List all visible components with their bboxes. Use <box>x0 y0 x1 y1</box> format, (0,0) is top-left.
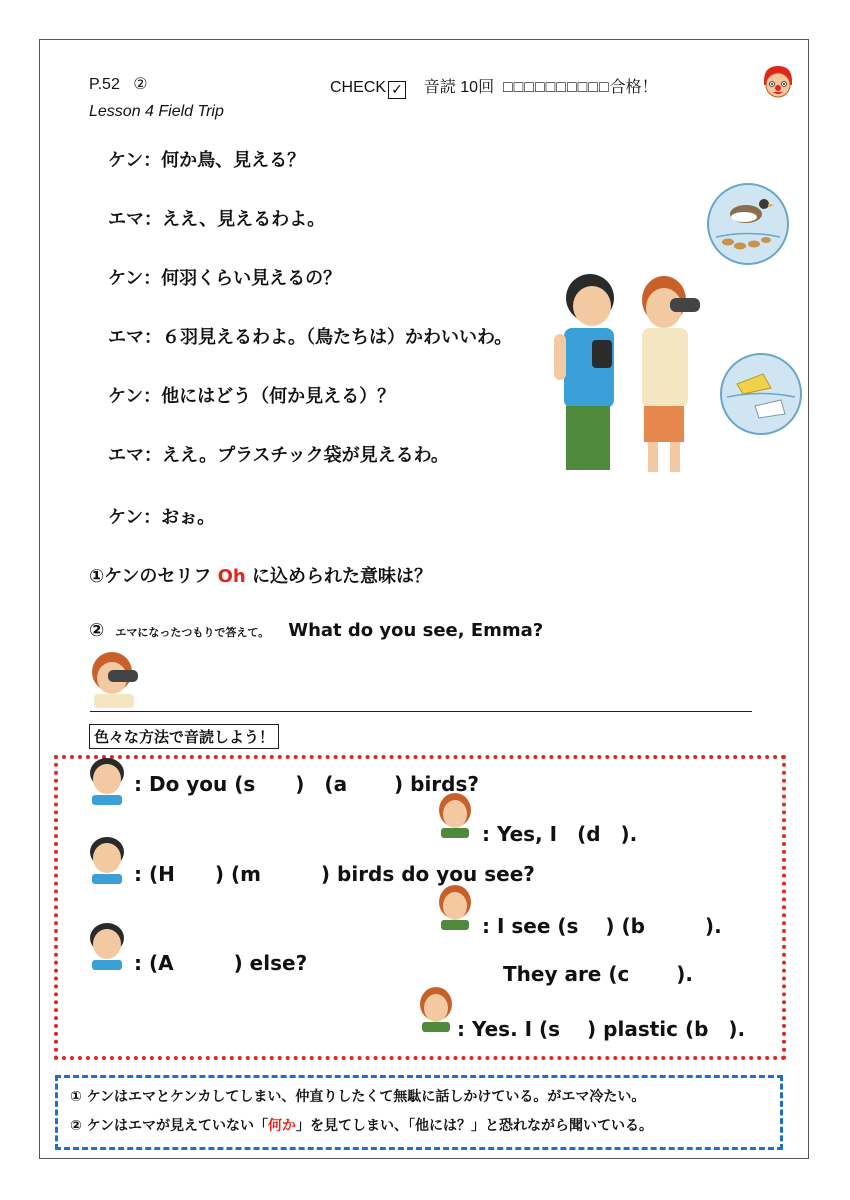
emma-face-icon <box>435 884 475 930</box>
dialogue-line-6: エマ：ええ。プラスチック袋が見えるわ。 <box>108 445 449 466</box>
checkbox-checked[interactable]: ✓ <box>388 81 406 99</box>
ken-and-emma-illustration <box>552 272 720 474</box>
question-1: ①ケンのセリフ Oh に込められた意味は？ <box>89 566 432 587</box>
answer-line[interactable] <box>90 711 752 712</box>
practice-ken-2: : (H ) (m ) birds do you see? <box>134 862 535 886</box>
ken-face-icon <box>86 757 128 805</box>
dialogue-line-1: ケン：何か鳥、見える？ <box>108 150 306 171</box>
dialogue-line-5: ケン：他にはどう（何か見える）？ <box>108 386 396 407</box>
dialogue-line-2: エマ：ええ、見えるわよ。 <box>108 209 326 230</box>
dialogue-line-4: エマ：６羽見えるわよ。（鳥たちは）かわいいわ。 <box>108 327 513 348</box>
note-1: ① ケンはエマとケンカしてしまい、仲直りしたくて無駄に話しかけている。がエマ冷たい。 <box>70 1089 646 1105</box>
dialogue-line-3: ケン：何羽くらい見えるの？ <box>108 268 342 289</box>
practice-emma-1: : Yes, I (d ). <box>482 822 638 846</box>
lesson-title: Lesson 4 Field Trip <box>89 103 224 120</box>
anpanman-mascot-icon <box>760 63 796 101</box>
dialogue-line-7: ケン：おぉ。 <box>108 507 216 528</box>
practice-ken-1: : Do you (s ) (a ) birds? <box>134 772 479 796</box>
practice-emma-3: : Yes. I (s ) plastic (b ). <box>457 1017 746 1041</box>
oh-highlight: Oh <box>217 566 246 587</box>
practice-label: 色々な方法で音読しよう！ <box>89 724 279 749</box>
note-2: ② ケンはエマが見えていない「何か」を見てしまい、「他には？」と恐れながら聞いている。 <box>70 1118 654 1134</box>
nanika-highlight: 何か <box>268 1118 297 1134</box>
ken-face-icon <box>86 836 128 884</box>
page-number: P.52 ② <box>89 76 148 93</box>
reading-count-boxes[interactable]: □□□□□□□□□□ <box>502 79 610 96</box>
question-2: ② エマになったつもりで答えて。 What do you see, Emma? <box>89 620 544 641</box>
emma-face-icon <box>435 792 475 838</box>
plastic-bag-circle-illustration <box>719 352 803 436</box>
practice-ken-3: : (A ) else? <box>134 951 308 975</box>
practice-emma-2b: They are (c ). <box>503 962 694 986</box>
emma-face-icon <box>416 986 456 1032</box>
birds-circle-illustration <box>706 182 790 266</box>
check-area: CHECK ✓ 音読 10回 □□□□□□□□□□合格！ <box>330 79 658 97</box>
practice-emma-2a: : I see (s ) (b ). <box>482 914 722 938</box>
emma-binoculars-icon <box>86 650 142 708</box>
ken-face-icon <box>86 922 128 970</box>
